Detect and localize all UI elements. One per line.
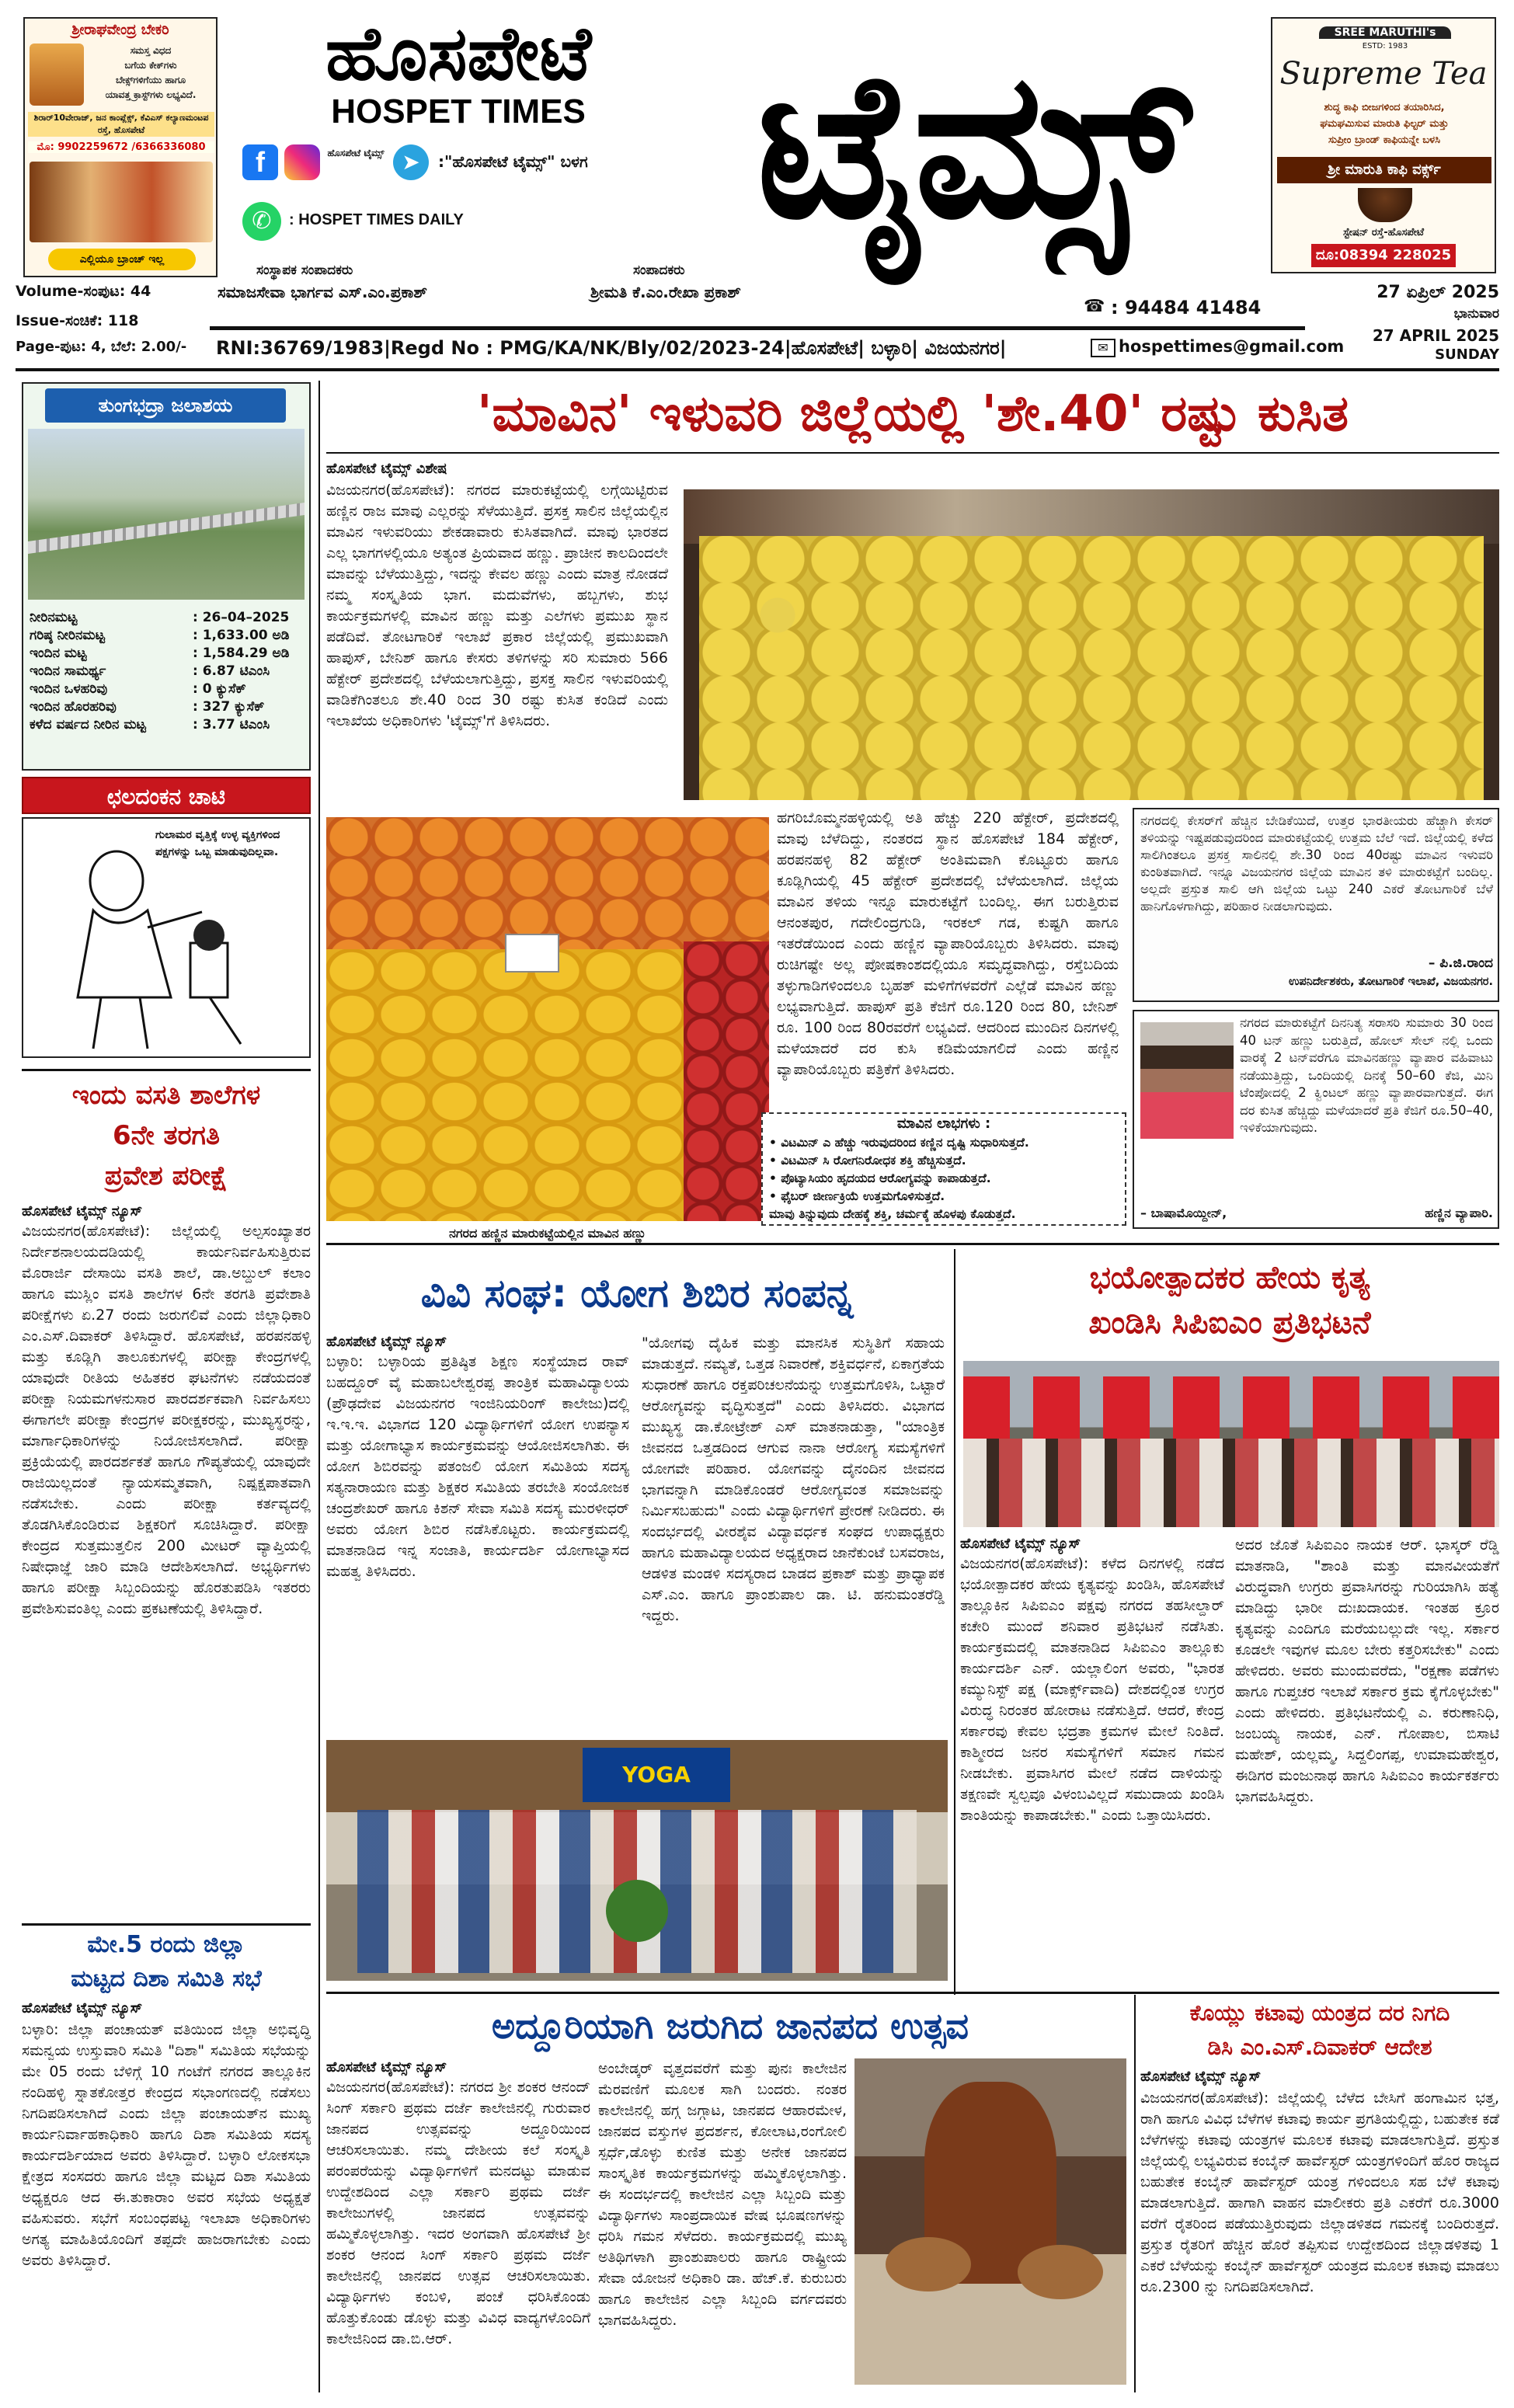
school-body: ವಿಜಯನಗರ(ಹೊಸಪೇಟೆ): ಜಿಲ್ಲೆಯಲ್ಲಿ ಅಲ್ಪಸಂಖ್ಯಾತರ ನಿರ್ದೇಶನಾಲಯದಡಿಯಲ್ಲಿ ಕಾರ್ಯನಿರ್ವಹಿಸುತ್ತಿರುವ ಮೊರಾರ್ಜಿ ದೇಸಾಯಿ ವಸತಿ ಶಾಲೆ, ಡಾ.ಅಬ್ದುಲ್ ಕಲಾಂ ಹಾಗೂ ಮುಸ್ಲಿಂ ವಸತಿ ಶಾಲೆಗಳ 6ನೇ ತರಗತಿ ಪ್ರವೇಶಾತಿ ಪರೀಕ್ಷೆಗಳು ಏ.27 ರಂದು ಜರುಗಲಿವೆ ಎಂದು ಜಿಲ್ಲಾಧಿಕಾರಿ ಎಂ.ಎಸ್.ದಿವಾಕರ್ ತಿಳಿಸಿದ್ದಾರೆ. ಹೊಸಪೇಟೆ, ಹರಪನಹಳ್ಳಿ ಮತ್ತು ಕೂಡ್ಲಿಗಿ ತಾಲೂಕುಗಳಲ್ಲಿ ಪರೀಕ್ಷಾ ಕೇಂದ್ರಗಳಲ್ಲಿ ಯಾವುದೇ ರೀತಿಯ ಅಹಿತಕರ ಘಟನೆಗಳು ನಡೆಯದಂತೆ ಪರೀಕ್ಷಾ ನಿಯಮಗಳನುಸಾರ ಪಾರದರ್ಶಕವಾಗಿ ನಿರ್ವಹಿಸಲು ಈಗಾಗಲೇ ಪರೀಕ್ಷಾ ಕೇಂದ್ರಗಳ ಪರೀಕ್ಷಕರನ್ನು, ಮುಖ್ಯಸ್ಥರನ್ನು, ಮಾರ್ಗಾಧಿಕಾರಿಗಳನ್ನು ನಿಯೋಜಿಸಲಾಗಿದೆ. ಪರೀಕ್ಷಾ ಪ್ರಕ್ರಿಯೆಯಲ್ಲಿ ಪಾರದರ್ಶಕತೆ ಹಾಗೂ ಗೌಪ್ಯತೆಯಲ್ಲಿ ಯಾವುದೇ ರಾಜಿಯಿಲ್ಲದಂತೆ ನ್ಯಾಯಸಮ್ಮತವಾಗಿ, ನಿಷ್ಪಕ್ಷಪಾತವಾಗಿ ನಡೆಸಬೇಕು. ಎಂದು ಪರೀಕ್ಷಾ ಕರ್ತವ್ಯದಲ್ಲಿ ತೊಡಗಿಸಿಕೊಂಡಿರುವ ಶಿಕ್ಷಕರಿಗೆ ಸೂಚಿಸಿದ್ದಾರೆ. ಪರೀಕ್ಷಾ ಕೇಂದ್ರದ ಸುತ್ತಮುತ್ತಲಿನ 200 ಮೀಟರ್ ವ್ಯಾಪ್ತಿಯಲ್ಲಿ ನಿಷೇಧಾಜ್ಞೆ ಜಾರಿ ಮಾಡಿ ಆದೇಶಿಸಲಾಗಿದೆ. ಅಭ್ಯರ್ಥಿಗಳು ಹಾಗೂ ಪರೀಕ್ಷಾ ಸಿಬ್ಬಂದಿಯನ್ನು ಹೊರತುಪಡಿಸಿ ಇತರರು ಪ್ರವೇಶಿಸುವಂತಿಲ್ಲ ಎಂದು ಪ್ರಕಟಣೆಯಲ್ಲಿ ತಿಳಿಸಿದ್ದಾರೆ. — [22, 1223, 311, 1617]
editor-label: ಸಂಪಾದಕರು — [633, 263, 685, 278]
yoga-headline: ವಿವಿ ಸಂಘ: ಯೋಗ ಶಿಬಿರ ಸಂಪನ್ನ — [420, 1271, 854, 1316]
social-icon-label: ಹೊಸಪೇಟೆ ಟೈಮ್ಸ್ — [327, 148, 385, 158]
yoga-byline: ಹೊಸಪೇಟೆ ಟೈಮ್ಸ್ ನ್ಯೂಸ್ — [326, 1334, 447, 1350]
ad-tea — [1271, 17, 1496, 273]
cpim-headline-line: ಖಂಡಿಸಿ ಸಿಪಿಐಎಂ ಪ್ರತಿಭಟನೆ — [1088, 1305, 1371, 1341]
mango-benefit-item: • ಫೈಬರ್ ಜೀರ್ಣಕ್ರಿಯೆ ಉತ್ತಮಗೊಳಿಸುತ್ತದೆ. — [769, 1189, 945, 1203]
cpim-byline: ಹೊಸಪೇಟೆ ಟೈಮ್ಸ್ ನ್ಯೂಸ್ — [960, 1536, 1081, 1552]
yoga-col1: ಬಳ್ಳಾರಿ: ಬಳ್ಳಾರಿಯ ಪ್ರತಿಷ್ಠಿತ ಶಿಕ್ಷಣ ಸಂಸ್ಥೆಯಾದ ರಾವ್ ಬಹದ್ದೂರ್ ವೈ ಮಹಾಬಲೇಶ್ವರಪ್ಪ ತಾಂತ್ರಿಕ ಮಹಾವಿದ್ಯಾಲಯ (ಪ್ರೌಢದೇವ ವಿಜಯನಗರ ಇಂಜಿನಿಯರಿಂಗ್ ಕಾಲೇಜು)ದಲ್ಲಿ ಇ.ಇ.ಇ. ವಿಭಾಗದ 120 ವಿದ್ಯಾರ್ಥಿಗಳಿಗೆ ಯೋಗ ಉಪನ್ಯಾಸ ಮತ್ತು ಯೋಗಾಭ್ಯಾಸ ಕಾರ್ಯಕ್ರಮವನ್ನು ಆಯೋಜಿಸಲಾಗಿತು. ಈ ಯೋಗ ಶಿಬಿರವನ್ನು ಪತಂಜಲಿ ಯೋಗ ಸಮಿತಿಯ ಸದಸ್ಯ ಸತ್ಯನಾರಾಯಣ ಮತ್ತು ಶಿಕ್ಷಕರ ಸಮಿತಿಯ ತರಬೇತಿ ಸಂಯೋಜಕ ಚಂದ್ರಶೇಖರ್ ಹಾಗೂ ಕಿಶನ್ ಸೇವಾ ಸಮಿತಿ ಸದಸ್ಯ ಮುರಳೀಧರ್ ಅವರು ಯೋಗ ಶಿಬಿರ ನಡೆಸಿಕೊಟ್ಟರು. ಕಾರ್ಯಕ್ರಮದಲ್ಲಿ ಮಾತನಾಡಿದ ಇನ್ನ ಸಂಜಾತಿ, ಕಾರ್ಯದರ್ಶಿ ಯೋಗಾಭ್ಯಾಸದ ಮಹತ್ವ ತಿಳಿಸಿದರು. — [326, 1353, 629, 1580]
founder-label: ಸಂಸ್ಥಾಪಕ ಸಂಪಾದಕರು — [256, 263, 353, 278]
mango-photo-caption: ನಗರದ ಹಣ್ಣಿನ ಮಾರುಕಟ್ಟೆಯಲ್ಲಿನ ಮಾವಿನ ಹಣ್ಣು — [448, 1226, 647, 1241]
mango-byline: ಹೊಸಪೇಟೆ ಟೈಮ್ಸ್ ವಿಶೇಷ — [326, 461, 447, 477]
mango-benefit-item: • ವಿಟಮಿನ್ ಸಿ ರೋಗನಿರೋಧಕ ಶಕ್ತಿ ಹೆಚ್ಚಿಸುತ್ತದೆ. — [769, 1154, 966, 1167]
school-headline — [22, 1075, 311, 1196]
mango-quote2-role: ಹಣ್ಣಿನ ವ್ಯಾಪಾರಿ. — [1425, 1206, 1493, 1220]
cpim-headline-line: ಭಯೋತ್ಪಾದಕರ ಹೇಯ ಕೃತ್ಯ — [1089, 1260, 1370, 1296]
disha-byline: ಹೊಸಪೇಟೆ ಟೈಮ್ಸ್ ನ್ಯೂಸ್ — [22, 2000, 143, 2017]
ad-bakery — [23, 17, 218, 277]
social-label: :"ಹೊಸಪೇಟೆ ಟೈಮ್ಸ್" ಬಳಗ — [438, 152, 588, 171]
cpim-col2: ಅದರ ಜೊತೆ ಸಿಪಿಐಎಂ ನಾಯಕ ಆರ್. ಭಾಸ್ಕರ್ ರೆಡ್ಡಿ ಮಾತನಾಡಿ, "ಶಾಂತಿ ಮತ್ತು ಮಾನವೀಯತೆಗೆ ವಿರುದ್ಧವಾಗಿ ಉಗ್ರರು ಪ್ರವಾಸಿಗರನ್ನು ಗುರಿಯಾಗಿಸಿ ಹತ್ಯೆ ಮಾಡಿದ್ದು ಭಾರೀ ದುಃಖದಾಯಕ. ಇಂತಹ ಕ್ರೂರ ಕೃತ್ಯವನ್ನು ಎಂದಿಗೂ ಮರೆಯಬಲ್ಲುದೇ ಇಲ್ಲ. ಸರ್ಕಾರ ಕೂಡಲೇ ಇವುಗಳ ಮೂಲ ಬೇರು ಕತ್ತರಿಸಬೇಕು" ಎಂದು ಹೇಳಿದರು. ಅವರು ಮುಂದುವರೆದು, "ರಕ್ಷಣಾ ಪಡೆಗಳು ಹಾಗೂ ಗುಪ್ತಚರ ಇಲಾಖೆ ಸರ್ಕಾರ ಕ್ರಮ ಕೈಗೊಳ್ಳಬೇಕು" ಎಂದು ಹೇಳಿದರು. ಪ್ರತಿಭಟನೆಯಲ್ಲಿ ಎ. ಕರುಣಾನಿಧಿ, ಜಂಬಯ್ಯ ನಾಯಕ, ಎನ್. ಗೋಪಾಲ, ಬಿಸಾಟಿ ಮಹೇಶ್, ಯಲ್ಲಮ್ಮ, ಸಿದ್ದಲಿಂಗಪ್ಪ, ಉಮಾಮಹೇಶ್ವರ, ಈಡಿಗರ ಮಂಜುನಾಥ ಹಾಗೂ ಸಿಪಿಐಎಂ ಕಾರ್ಯಕರ್ತರು ಭಾಗವಹಿಸಿದ್ದರು. — [1235, 1536, 1499, 1805]
disha-body: ಬಳ್ಳಾರಿ: ಜಿಲ್ಲಾ ಪಂಚಾಯತ್ ವತಿಯಿಂದ ಜಿಲ್ಲಾ ಅಭಿವೃದ್ಧಿ ಸಮನ್ವಯ ಉಸ್ತುವಾರಿ ಸಮಿತಿ "ದಿಶಾ" ಸಮಿತಿಯ ಸಭೆಯನ್ನು ಮೇ 05 ರಂದು ಬೆಳಿಗ್ಗೆ 10 ಗಂಟೆಗೆ ನಗರದ ತಾಲ್ಲೂಕಿನ ನಂದಿಹಳ್ಳಿ ಸ್ನಾತಕೋತ್ತರ ಕೇಂದ್ರದ ಸಭಾಂಗಣದಲ್ಲಿ ನಡೆಸಲು ನಿಗದಿಪಡಿಸಲಾಗಿದೆ ಎಂದು ಜಿಲ್ಲಾ ಪಂಚಾಯತ್‌ನ ಮುಖ್ಯ ಕಾರ್ಯನಿರ್ವಾಹಕಾಧಿಕಾರಿ ಹಾಗೂ ದಿಶಾ ಸಮಿತಿಯ ಸದಸ್ಯ ಕಾರ್ಯದರ್ಶಿಯಾದ ಅವರು ತಿಳಿಸಿದ್ದಾರೆ. ಬಳ್ಳಾರಿ ಲೋಕಸಭಾ ಕ್ಷೇತ್ರದ ಸಂಸದರು ಹಾಗೂ ಜಿಲ್ಲಾ ಮಟ್ಟದ ದಿಶಾ ಸಮಿತಿಯ ಅಧ್ಯಕ್ಷರೂ ಆದ ಈ.ತುಕಾರಾಂ ಅವರ ಸಭೆಯ ಅಧ್ಯಕ್ಷತೆ ವಹಿಸುವರು. ಸಭೆಗೆ ಸಂಬಂಧಪಟ್ಟ ಇಲಾಖಾ ಅಧಿಕಾರಿಗಳು ಅಗತ್ಯ ಮಾಹಿತಿಯೊಂದಿಗೆ ತಪ್ಪದೇ ಹಾಜರಾಗಬೇಕು ಎಂದು ಅವರು ತಿಳಿಸಿದ್ದಾರೆ. — [22, 2021, 311, 2269]
school-headline-line: 6ನೇ ತರಗತಿ — [113, 1120, 220, 1151]
harvester-headline — [1140, 1996, 1499, 2065]
editor-name: ಶ್ರೀಮತಿ ಕೆ.ಎಂ.ರೇಖಾ ಪ್ರಕಾಶ್ — [590, 283, 741, 301]
ad-bakery-line: ಬಗೆಯ ಕೇಕ್‌ಗಳು — [124, 60, 177, 71]
mango-quote1-box — [1133, 808, 1499, 1002]
mango-benefit-item: • ವಿಟಮಿನ್ ಎ ಹೆಚ್ಚು ಇರುವುದರಿಂದ ಕಣ್ಣಿನ ದೃಷ್ಟಿ ಸುಧಾರಿಸುತ್ತದೆ. — [769, 1136, 1029, 1150]
mango-headline: 'ಮಾವಿನ' ಇಳುವರಿ ಜಿಲ್ಲೆಯಲ್ಲಿ 'ಶೇ.40' ರಷ್ಟು ಕುಸಿತ — [476, 385, 1349, 443]
ad-tea-cup-image — [1358, 188, 1412, 222]
ad-bakery-cakes-image — [30, 162, 213, 242]
cpim-photo — [963, 1361, 1499, 1527]
ad-tea-phone: ದೂ:08394 228025 — [1311, 244, 1456, 267]
ad-bakery-image — [30, 43, 84, 106]
dam-row: ಇಂದಿನ ಸಾಮರ್ಥ್ಯ : 6.87 ಟಿಎಂಸಿ — [30, 663, 270, 679]
instagram-icon[interactable] — [284, 144, 320, 180]
ad-tea-line: ಸುಪ್ರೀಂ ಬ್ರಾಂಡ್ ಕಾಫಿಯನ್ನೇ ಬಳಸಿ — [1328, 134, 1441, 146]
mango-quote2-by: – ಬಾಷಾಮೊಯ್ದೀನ್, — [1140, 1206, 1227, 1220]
mango-quote1-role: ಉಪನಿರ್ದೇಶಕರು, ತೋಟಗಾರಿಕೆ ಇಲಾಖೆ, ವಿಜಯನಗರ. — [1288, 976, 1493, 988]
dam-row: ಕಳೆದ ವರ್ಷದ ನೀರಿನ ಮಟ್ಟ : 3.77 ಟಿಎಂಸಿ — [30, 717, 270, 732]
school-byline: ಹೊಸಪೇಟೆ ಟೈಮ್ಸ್ ನ್ಯೂಸ್ — [22, 1203, 143, 1220]
registration-line: RNI:36769/1983|Regd No : PMG/KA/NK/Bly/02/2023-24|ಹೊಸಪೇಟೆ| ಬಳ್ಳಾರಿ| ವಿಜಯನಗರ| — [216, 337, 1007, 359]
ad-bakery-line: ಯಾವತ್ತ ಕ್ರಾಸ್ಟ್‌ಗಳು ಲಭ್ಯವಿದೆ. — [105, 89, 197, 100]
title-kannada-big: ಟೈಮ್ಸ್ — [756, 29, 1186, 263]
school-headline-line: ಇಂದು ವಸತಿ ಶಾಲೆಗಳ — [71, 1080, 261, 1111]
mango-quote1-by: – ಪಿ.ಜಿ.ರಾಂದ — [1428, 955, 1493, 971]
telegram-icon[interactable]: ➤ — [393, 144, 429, 180]
mango-photo-top — [684, 489, 1499, 800]
school-headline-line: ಪ್ರವೇಶ ಪರೀಕ್ಷೆ — [104, 1161, 228, 1192]
ad-tea-shop: ಶ್ರೀ ಮಾರುತಿ ಕಾಫಿ ವರ್ಕ್ಸ್ — [1277, 157, 1491, 183]
phone-icon: ☎ — [1084, 297, 1105, 316]
ad-bakery-branch: ಎಲ್ಲಿಯೂ ಬ್ರಾಂಚ್ ಇಲ್ಲ — [48, 249, 196, 270]
harvester-headline-line: ಡಿಸಿ ಎಂ.ಎಸ್.ದಿವಾಕರ್ ಆದೇಶ — [1207, 2034, 1432, 2060]
date-kannada: 27 ಏಪ್ರಿಲ್ 2025 — [1377, 283, 1499, 302]
mango-benefits-title: ಮಾವಿನ ಲಾಭಗಳು : — [896, 1115, 991, 1132]
phone-number: : 94484 41484 — [1111, 297, 1262, 318]
mango-quote1: ನಗರದಲ್ಲಿ ಕೇಸರ್‌ಗೆ ಹೆಚ್ಚಿನ ಬೇಡಿಕೆಯಿದೆ, ಉತ್ತರ ಭಾರತೀಯರು ಹೆಚ್ಚಾಗಿ ಕೇಸರ್ ತಳಿಯನ್ನು ಇಷ್ಟಪಡುವುದರಿಂದ ಮಾರುಕಟ್ಟೆಯಲ್ಲಿ ಉತ್ತಮ ಬೆಲೆ ಇದೆ. ಜಿಲ್ಲೆಯಲ್ಲಿ ಕಳೆದ ಸಾಲಿಗಿಂತಲೂ ಪ್ರಸಕ್ತ ಸಾಲಿನಲ್ಲಿ ಶೇ.30 ರಿಂದ 40ರಷ್ಟು ಮಾವಿನ ಇಳುವರಿ ಕುಂಠಿತವಾಗಿದೆ. ಇನ್ನೂ ವಿಜಯನಗರ ಜಿಲ್ಲೆಯ ಮಾವಿನ ತಳಿ ಮಾರುಕಟ್ಟೆಗೆ ಬಂದಿಲ್ಲ. ಅಲ್ಲದೇ ಪ್ರಸ್ತುತ ಸಾಲಿ ಆಗಿ ಜಿಲ್ಲೆಯ ಒಟ್ಟು 240 ಎಕರೆ ತೋಟಗಾರಿಕೆ ಬೆಳೆ ಹಾನಿಗೊಳಗಾಗಿದ್ದು, ಪರಿಹಾರ ನೀಡಲಾಗುವುದು. — [1140, 813, 1493, 913]
dam-row: ಇಂದಿನ ಹೊರಹರಿವು : 327 ಕ್ಯುಸೆಕ್ — [30, 699, 265, 715]
whatsapp-label: : HOSPET TIMES DAILY — [289, 211, 464, 228]
folk-headline: ಅದ್ದೂರಿಯಾಗಿ ಜರುಗಿದ ಜಾನಪದ ಉತ್ಸವ — [491, 2005, 969, 2047]
cartoon-drawing — [23, 819, 309, 1056]
vendor-photo — [1140, 1022, 1234, 1139]
disha-headline-line: ಮಟ್ಟದ ದಿಶಾ ಸಮಿತಿ ಸಭೆ — [71, 1965, 262, 1992]
email-address[interactable]: hospettimes@gmail.com — [1119, 337, 1345, 356]
volume: Volume-ಸಂಪುಟ: 44 — [16, 283, 151, 300]
facebook-icon[interactable]: f — [242, 144, 278, 180]
ad-tea-brand-top: SREE MARUTHI's — [1319, 26, 1451, 39]
date-english: 27 APRIL 2025 — [1372, 326, 1499, 345]
dam-table — [30, 609, 306, 734]
issue: Issue-ಸಂಚಿಕೆ: 118 — [16, 312, 139, 329]
ad-bakery-phone: ಮೊ: 9902259672 /6366336080 — [28, 141, 214, 153]
ad-bakery-title: ಶ್ರೀರಾಘವೇಂದ್ರ ಬೇಕರಿ — [71, 22, 169, 38]
folk-col2: ಅಂಬೇಡ್ಕರ್ ವೃತ್ತದವರೆಗೆ ಮತ್ತು ಪುನಃ ಕಾಲೇಜಿನ ಮೆರವಣಿಗೆ ಮೂಲಕ ಸಾಗಿ ಬಂದರು. ನಂತರ ಕಾಲೇಜಿನಲ್ಲಿ ಹಗ್ಗ ಜಗ್ಗಾಟ, ಜಾನಪದ ಆಹಾರಮೇಳ, ಜಾನಪದ ವಸ್ತುಗಳ ಪ್ರದರ್ಶನ, ಕೋಲಾಟ,ರಂಗೋಲಿ ಸ್ಪರ್ಧೆ,ಡೊಳ್ಳು ಕುಣಿತ ಮತ್ತು ಅನೇಕ ಜಾನಪದ ಸಾಂಸ್ಕೃತಿಕ ಕಾರ್ಯಕ್ರಮಗಳನ್ನು ಹಮ್ಮಿಕೊಳ್ಳಲಾಗಿತ್ತು. ಈ ಸಂದರ್ಭದಲ್ಲಿ ಕಾಲೇಜಿನ ಎಲ್ಲಾ ಸಿಬ್ಬಂದಿ ಮತ್ತು ವಿದ್ಯಾರ್ಥಿಗಳು ಸಾಂಪ್ರದಾಯಿಕ ವೇಷ ಭೂಷಣಗಳನ್ನು ಧರಿಸಿ ಗಮನ ಸೆಳೆದರು. ಕಾರ್ಯಕ್ರಮದಲ್ಲಿ ಮುಖ್ಯ ಅತಿಥಿಗಳಾಗಿ ಪ್ರಾಂಶುಪಾಲರು ಹಾಗೂ ರಾಷ್ಟ್ರೀಯ ಸೇವಾ ಯೋಜನೆ ಅಧಿಕಾರಿ ಡಾ. ಹೆಚ್.ಕೆ. ಕುರುಬರು ಹಾಗೂ ಕಾಲೇಜಿನ ಎಲ್ಲಾ ಸಿಬ್ಬಂದಿ ವರ್ಗದವರು ಭಾಗವಹಿಸಿದ್ದರು. — [598, 2060, 847, 2329]
disha-headline — [22, 1928, 311, 1996]
harvester-byline: ಹೊಸಪೇಟೆ ಟೈಮ್ಸ್ ನ್ಯೂಸ್ — [1140, 2069, 1262, 2085]
ad-bakery-line: ಬೇಕ್ಸ್‌ಗಳಿಗೆ‌ಯು ಹಾಗೂ — [115, 75, 186, 85]
title-english: HOSPET TIMES — [331, 92, 586, 130]
folk-col1: ವಿಜಯನಗರ(ಹೊಸಪೇಟೆ): ನಗರದ ಶ್ರೀ ಶಂಕರ ಆನಂದ್ ಸಿಂಗ್ ಸರ್ಕಾರಿ ಪ್ರಥಮ ದರ್ಜೆ ಕಾಲೇಜಿನಲ್ಲಿ ಗುರುವಾರ ಜಾನಪದ ಉತ್ಸವವನ್ನು ಅದ್ದೂರಿಯಿಂದ ಆಚರಿಸಲಾಯಿತು. ನಮ್ಮ ದೇಶೀಯ ಕಲೆ ಸಂಸ್ಕೃತಿ ಪರಂಪರೆಯನ್ನು ವಿದ್ಯಾರ್ಥಿಗಳಿಗೆ ಮನದಟ್ಟು ಮಾಡುವ ಉದ್ದೇಶದಿಂದ ಎಲ್ಲಾ ಸರ್ಕಾರಿ ಪ್ರಥಮ ದರ್ಜೆ ಕಾಲೇಜುಗಳಲ್ಲಿ ಜಾನಪದ ಉತ್ಸವವನ್ನು ಹಮ್ಮಿಕೊಳ್ಳಲಾಗಿತ್ತು. ಇದರ ಅಂಗವಾಗಿ ಹೊಸಪೇಟೆ ಶ್ರೀ ಶಂಕರ ಆನಂದ ಸಿಂಗ್ ಸರ್ಕಾರಿ ಪ್ರಥಮ ದರ್ಜೆ ಕಾಲೇಜಿನಲ್ಲಿ ಜಾನಪದ ಉತ್ಸವ ಆಚರಿಸಲಾಯಿತು. ವಿದ್ಯಾರ್ಥಿಗಳು ಕಂಬಳಿ, ಪಂಚೆ ಧರಿಸಿಕೊಂಡು ಹೊತ್ತುಕೊಂಡು ಡೊಳ್ಳು ಮತ್ತು ವಿವಿಧ ವಾದ್ಯಗಳೊಂದಿಗೆ ಕಾಲೇಜಿನಿಂದ ಡಾ.ಬಿ.ಆರ್. — [326, 2079, 590, 2347]
ad-tea-brand: Supreme Tea — [1279, 56, 1488, 92]
dam-row: ಇಂದಿನ ಮಟ್ಟ : 1,584.29 ಅಡಿ — [30, 645, 290, 661]
yoga-banner: YOGA — [583, 1748, 730, 1802]
email-icon[interactable]: ✉ — [1091, 339, 1115, 357]
folk-byline: ಹೊಸಪೇಟೆ ಟೈಮ್ಸ್ ನ್ಯೂಸ್ — [326, 2059, 447, 2076]
ad-tea-address: ಸ್ಟೇಷನ್ ರಸ್ತೆ-ಹೊಸಪೇಟೆ — [1342, 227, 1425, 238]
mango-col1: ವಿಜಯನಗರ(ಹೊಸಪೇಟೆ): ನಗರದ ಮಾರುಕಟ್ಟೆಯಲ್ಲಿ ಲಗ್ಗೆಯಿಟ್ಟಿರುವ ಹಣ್ಣಿನ ರಾಜ ಮಾವು ಎಲ್ಲರನ್ನು ಸೆಳೆಯುತ್ತಿದೆ. ಪ್ರಸಕ್ತ ಸಾಲಿನ ಜಿಲ್ಲೆಯಲ್ಲಿನ ಮಾವಿನ ಇಳುವರಿಯು ಶೇಕಡಾವಾರು ಕುಸಿತವಾಗಿದೆ. ಮಾವು ಭಾರತದ ಎಲ್ಲ ಭಾಗಗಳಲ್ಲಿಯೂ ಅತ್ಯಂತ ಪ್ರಿಯವಾದ ಹಣ್ಣು. ಪ್ರಾಚೀನ ಕಾಲದಿಂದಲೇ ಮಾವನ್ನು ಬೆಳೆಯುತ್ತಿದ್ದು, ಇದನ್ನು ಕೇವಲ ಹಣ್ಣು ಎಂದು ಮಾತ್ರ ನೋಡದೆ ನಮ್ಮ ಸಂಸ್ಕೃತಿಯ ಭಾಗ. ಮದುವೆಗಳು, ಹಬ್ಬಗಳು, ಶುಭ ಕಾರ್ಯಕ್ರಮಗಳಲ್ಲಿ ಮಾವಿನ ಹಣ್ಣು ಮತ್ತು ಎಲೆಗಳು ಪ್ರಮುಖ ಸ್ಥಾನ ಪಡೆದಿವೆ. ತೋಟಗಾರಿಕೆ ಇಲಾಖೆ ಪ್ರಕಾರ ಜಿಲ್ಲೆಯಲ್ಲಿ ಪ್ರಮುಖವಾಗಿ ಹಾಪುಸ್, ಬೇನಿಶ್ ಹಾಗೂ ಕೇಸರು ತಳಿಗಳನ್ನು ಸರಿ ಸುಮಾರು 566 ಹೆಕ್ಟೇರ್ ಪ್ರದೇಶದಲ್ಲಿ ಬೆಳೆಯಲಾಗುತ್ತಿದ್ದು, ಪ್ರಸಕ್ತ ಸಾಲಿನ ಇಳುವರಿಯಲ್ಲಿ ವಾಡಿಕೆಗಿಂತಲೂ ಶೇ.40 ರಿಂದ 30 ರಷ್ಟು ಕುಸಿತ ಕಂಡಿದೆ ಎಂದು ಇಲಾಖೆಯ ಅಧಿಕಾರಿಗಳು 'ಟೈಮ್ಸ್'ಗೆ ತಿಳಿಸಿದರು. — [326, 482, 668, 729]
mango-benefit-item: ಮಾವು ತಿನ್ನುವುದು ದೇಹಕ್ಕೆ ಶಕ್ತಿ, ಚರ್ಮಕ್ಕೆ ಹೊಳಪು ಕೊಡುತ್ತದೆ. — [769, 1207, 1016, 1221]
dam-title: ತುಂಗಭದ್ರಾ ಜಲಾಶಯ — [45, 388, 286, 423]
disha-headline-line: ಮೇ.5 ರಂದು ಜಿಲ್ಲಾ — [87, 1931, 245, 1958]
cartoon-title: ಛಲದಂಕನ ಚಾಟಿ — [22, 777, 311, 814]
ad-bakery-address: ಶಿರಾರ್10ವೇರಾಜ್, ಜನ ಕಾಂಪ್ಲೆಕ್ಸ್, ಕೆವಿಎಸ್ ಕಲ್ಯಾಣಮಂಟಪ ರಸ್ತೆ, ಹೊಸಪೇಟೆ — [28, 112, 214, 137]
ad-tea-estd: ESTD: 1983 — [1362, 42, 1408, 50]
harvester-headline-line: ಕೊಯ್ಲು ಕಟಾವು ಯಂತ್ರದ ದರ ನಿಗದಿ — [1189, 2000, 1450, 2026]
cpim-headline — [960, 1255, 1499, 1345]
dam-box — [22, 382, 311, 771]
masthead — [0, 0, 1514, 326]
day-kannada: ಭಾನುವಾರ — [1453, 306, 1499, 322]
whatsapp-icon[interactable]: ✆ — [242, 202, 281, 241]
dam-row: ಇಂದಿನ ಒಳಹರಿವು : 0 ಕ್ಯುಸೆಕ್ — [30, 681, 246, 697]
pages: Page-ಪುಟ: 4, ಬೆಲೆ: 2.00/- — [16, 339, 187, 355]
ad-bakery-line: ಸಮಸ್ತ ವಿಧದ — [130, 45, 172, 56]
cpim-col1: ವಿಜಯನಗರ(ಹೊಸಪೇಟೆ): ಕಳೆದ ದಿನಗಳಲ್ಲಿ ನಡೆದ ಭಯೋತ್ಪಾದಕರ ಹೇಯ ಕೃತ್ಯವನ್ನು ಖಂಡಿಸಿ, ಹೊಸಪೇಟೆ ತಾಲ್ಲೂಕಿನ ಸಿಪಿಐಎಂ ಪಕ್ಷವು ನಗರದ ತಹಸೀಲ್ದಾರ್ ಕಚೇರಿ ಮುಂದೆ ಶನಿವಾರ ಪ್ರತಿಭಟನೆ ನಡೆಸಿತು. ಕಾರ್ಯಕ್ರಮದಲ್ಲಿ ಮಾತನಾಡಿದ ಸಿಪಿಐಎಂ ತಾಲ್ಲೂಕು ಕಾರ್ಯದರ್ಶಿ ಎನ್. ಯಲ್ಲಾಲಿಂಗ ಅವರು, "ಭಾರತ ಕಮ್ಯುನಿಸ್ಟ್ ಪಕ್ಷ (ಮಾರ್ಕ್ಸ್‌ವಾದಿ) ದೇಶದಲ್ಲಿಂತ ಉಗ್ರರ ವಿರುದ್ಧ ನಿರಂತರ ಹೋರಾಟ ನಡೆಸುತ್ತಿದೆ. ಆದರೆ, ಕೇಂದ್ರ ಸರ್ಕಾರವು ಕೇವಲ ಭದ್ರತಾ ಕ್ರಮಗಳ ಮೇಲೆ ನಿಂತಿದೆ. ಕಾಶ್ಮೀರದ ಜನರ ಸಮಸ್ಯೆಗಳಿಗೆ ಸಮಾನ ಗಮನ ನೀಡಬೇಕು. ಪ್ರವಾಸಿಗರ ಮೇಲೆ ನಡೆದ ದಾಳಿಯನ್ನು ತಕ್ಷಣವೇ ಸ್ವಲ್ಪವೂ ವಿಳಂಬವಿಲ್ಲದೆ ಸಮುದಾಯ ಖಂಡಿಸಿ ಶಾಂತಿಯನ್ನು ಕಾಪಾಡಬೇಕು." ಎಂದು ಒತ್ತಾಯಿಸಿದರು. — [960, 1555, 1224, 1824]
mango-benefits-box — [761, 1112, 1126, 1226]
dam-row: ಗರಿಷ್ಠ ನೀರಿನಮಟ್ಟ : 1,633.00 ಅಡಿ — [30, 628, 290, 643]
cartoon-box — [22, 817, 311, 1058]
mango-benefit-item: • ಪೊಟ್ಯಾಸಿಯಂ ಹೃದಯದ ಆರೋಗ್ಯವನ್ನು ಕಾಪಾಡುತ್ತದೆ. — [769, 1171, 991, 1185]
mango-quote2-box — [1133, 1010, 1499, 1229]
mango-col2: ಹಗರಿಬೊಮ್ಮನಹಳ್ಳಿಯಲ್ಲಿ ಅತಿ ಹೆಚ್ಚು 220 ಹೆಕ್ಟೇರ್, ಪ್ರದೇಶದಲ್ಲಿ ಮಾವು ಬೆಳೆದಿದ್ದು, ನಂತರದ ಸ್ಥಾನ ಹೊಸಪೇಟೆ 184 ಹೆಕ್ಟೇರ್, ಹರಪನಹಳ್ಳಿ 82 ಹೆಕ್ಟೇರ್ ಅಂತಿಮವಾಗಿ ಕೊಟ್ಟೂರು ಹಾಗೂ ಕೂಡ್ಲಿಗಿಯಲ್ಲಿ 45 ಹೆಕ್ಟೇರ್ ಪ್ರದೇಶದಲ್ಲಿ ಬೆಳೆಯಲಾಗಿದೆ. ಜಿಲ್ಲೆಯ ಮಾವಿನ ತಳಿಯ ಇನ್ನೂ ಮಾರುಕಟ್ಟೆಗೆ ಬಂದಿಲ್ಲ. ಈಗ ಬರುತ್ತಿರುವ ಆನಂತಪುರ, ಗದೇಲಿಂದ್ರಗುಡಿ, ಇರಕಲ್ ಗಡ, ಕುಷ್ಟಗಿ ಹಾಗೂ ಇತರೆಡೆಯಿಂದ ಎಂದು ಹಣ್ಣಿನ ವ್ಯಾಪಾರಿಯೊಬ್ಬರು ತಿಳಿಸಿದರು. ಮಾವು ರುಚಿಗಷ್ಟೇ ಅಲ್ಲ ಪೋಷಕಾಂಶದಲ್ಲಿಯೂ ಸಮೃದ್ಧವಾಗಿದ್ದು, ರಸ್ತೆಬದಿಯ ತಳ್ಳುಗಾಡಿಗಳಿಂದಲೂ ಬೃಹತ್ ಮಳಿಗೆಗಳವರೆಗೆ ಎಲ್ಲೆಡೆ ಮಾವಿನ ಹಣ್ಣು ಲಭ್ಯವಾಗುತ್ತಿದೆ. ಹಾಪುಸ್ ಪ್ರತಿ ಕೆಜಿಗೆ ರೂ.120 ರಿಂದ 80, ಬೇನಿಶ್ ರೂ. 100 ರಿಂದ 80ರವರೆಗೆ ಲಭ್ಯವಿದೆ. ಆದರಿಂದ ಮುಂದಿನ ದಿನಗಳಲ್ಲಿ ಮಳೆಯಾದರೆ ದರ ಕುಸಿ ಕಡಿಮೆಯಾಗಲಿದೆ ಎಂದು ಹಣ್ಣಿನ ವ್ಯಾಪಾರಿಯೊಬ್ಬರು ಪತ್ರಿಕೆಗೆ ತಿಳಿಸಿದರು. — [777, 809, 1119, 1078]
dam-photo — [28, 429, 305, 600]
cartoon-caption: ಗುಲಾಮರ ವೃತ್ತಿಕ್ಕೆ ಉಳ್ಳ ವ್ಯಕ್ತಿಗಳಿಂದ ಪಕ್ಷಗಳನ್ನು ಒಬ್ಬ ಮಾಡುವುದಿಲ್ಲವಾ. — [155, 829, 280, 858]
yoga-photo — [326, 1740, 948, 1981]
founder-name: ಸಮಾಜಸೇವಾ ಭಾರ್ಗವ ಎಸ್.ಎಂ.ಪ್ರಕಾಶ್ — [218, 283, 427, 301]
mango-quote2: ನಗರದ ಮಾರುಕಟ್ಟೆಗೆ ದಿನನಿತ್ಯ ಸರಾಸರಿ ಸುಮಾರು 30 ರಿಂದ 40 ಟನ್ ಹಣ್ಣು ಬರುತ್ತಿದೆ, ಹೋಲ್ ಸೇಲ್ ನಲ್ಲಿ ಒಂದು ವಾರಕ್ಕೆ 2 ಟನ್‌ವರೆಗೂ ಮಾವಿನಹಣ್ಣು ವ್ಯಾಪಾರ ವಹಿವಾಟು ನಡೆಯುತ್ತಿದ್ದು, ಒಂದಿಯಲ್ಲಿ ದಿನಕ್ಕೆ 50–60 ಕೆಜಿ, ಮಿನಿ ಟೆಂಪೋದಲ್ಲಿ 2 ಕ್ವಿಂಟಲ್ ಹಣ್ಣು ವ್ಯಾಪಾರವಾಗುತ್ತದೆ. ಈಗ ದರ ಕುಸಿತ ಹೆಚ್ಚಿದ್ದು ಮಳೆಯಾದರೆ ಪ್ರತಿ ಕೆಜಿಗೆ ರೂ.50–40, ಇಳಿಕೆಯಾಗುವುದು. — [1240, 1015, 1493, 1135]
day-english: SUNDAY — [1435, 346, 1499, 363]
folk-photo — [854, 2058, 1126, 2385]
dam-row: ನೀರಿನಮಟ್ಟ : 26–04–2025 — [30, 610, 290, 625]
ad-tea-line: ಶುದ್ಧ ಕಾಫಿ ಬೀಜಗಳಿಂದ ತಯಾರಿಸಿದ, — [1324, 102, 1445, 113]
yoga-col2: "ಯೋಗವು ದೈಹಿಕ ಮತ್ತು ಮಾನಸಿಕ ಸುಸ್ಥಿತಿಗೆ ಸಹಾಯ ಮಾಡುತ್ತದೆ. ನಮ್ಯತೆ, ಒತ್ತಡ ನಿವಾರಣೆ, ಶಕ್ತಿವರ್ಧನೆ, ಏಕಾಗ್ರತೆಯ ಸುಧಾರಣೆ ಹಾಗೂ ರಕ್ತಪರಿಚಲನೆಯನ್ನು ಉತ್ತಮಗೊಳಿಸಿ, ಒಟ್ಟಾರೆ ಆರೋಗ್ಯವನ್ನು ವೃದ್ಧಿಸುತ್ತದೆ" ಎಂದು ತಿಳಿಸಿದರು. ವಿಭಾಗದ ಮುಖ್ಯಸ್ಥ ಡಾ.ಕೋಟ್ರೇಶ್ ಎಸ್ ಮಾತನಾಡುತ್ತಾ, "ಯಾಂತ್ರಿಕ ಜೀವನದ ಒತ್ತಡದಿಂದ ಆಗುವ ನಾನಾ ಆರೋಗ್ಯ ಸಮಸ್ಯೆಗಳಿಗೆ ಯೋಗವೇ ಪರಿಹಾರ. ಯೋಗವನ್ನು ದೈನಂದಿನ ಜೀವನದ ಭಾಗವನ್ನಾಗಿ ಮಾಡಿಕೊಂಡರೆ ಆರೋಗ್ಯವಂತ ಸಮಾಜವನ್ನು ನಿರ್ಮಿಸಬಹುದು" ಎಂದು ವಿದ್ಯಾರ್ಥಿಗಳಿಗೆ ಪ್ರೇರಣೆ ನೀಡಿದರು. ಈ ಸಂದರ್ಭದಲ್ಲಿ ವೀರಶೈವ ವಿದ್ಯಾವರ್ಧಕ ಸಂಘದ ಉಪಾಧ್ಯಕ್ಷರು ಹಾಗೂ ಮಹಾವಿದ್ಯಾಲಯದ ಅಧ್ಯಕ್ಷರಾದ ಜಾನೆಕುಂಟೆ ಬಸವರಾಜ, ಆಡಳಿತ ಮಂಡಳಿ ಸದಸ್ಯರಾದ ಬಾಡದ ಪ್ರಕಾಶ್ ಮತ್ತು ಪ್ರಾಧ್ಯಾಪಕ ಎಸ್.ಎಂ. ಹಾಗೂ ಪ್ರಾಂಶುಪಾಲ ಡಾ. ಟಿ. ಹನುಮಂತರೆಡ್ಡಿ ಇದ್ದರು. — [642, 1334, 945, 1624]
harvester-body: ವಿಜಯನಗರ(ಹೊಸಪೇಟೆ): ಜಿಲ್ಲೆಯಲ್ಲಿ ಬೆಳೆದ ಬೇಸಿಗೆ ಹಂಗಾಮಿನ ಭತ್ತ, ರಾಗಿ ಹಾಗೂ ವಿವಿಧ ಬೆಳೆಗಳ ಕಟಾವು ಕಾರ್ಯ ಪ್ರಗತಿಯಲ್ಲಿದ್ದು, ಬಹುತೇಕ ಕಡೆ ಬೆಳೆಗಳನ್ನು ಕಟಾವು ಯಂತ್ರಗಳ ಮೂಲಕ ಕಟಾವು ಮಾಡಲಾಗುತ್ತಿದೆ. ಪ್ರಸ್ತುತ ಜಿಲ್ಲೆಯಲ್ಲಿ ಲಭ್ಯವಿರುವ ಕಂಬೈನ್ ಹಾರ್ವೆಸ್ಟರ್ ಯಂತ್ರಗಳಿಂದಿಗೆ ಹೊರ ರಾಜ್ಯದ ಬಹುತೇಕ ಕಂಬೈನ್ ಹಾರ್ವೆಸ್ಟರ್ ಯಂತ್ರ ಗಳಿಂದಲೂ ಸಹ ಬೆಳೆ ಕಟಾವು ಮಾಡಲಾಗುತ್ತಿದೆ. ಹಾಗಾಗಿ ವಾಹನ ಮಾಲೀಕರು ಪ್ರತಿ ಎಕರೆಗೆ ರೂ.3000 ವರೆಗೆ ರೈತರಿಂದ ಪಡೆಯುತ್ತಿರುವುದು ಜಿಲ್ಲಾಡಳಿತದ ಗಮನಕ್ಕೆ ಬಂದಿರುತ್ತದೆ. ಪ್ರಸ್ತುತ ರೈತರಿಗೆ ಹೆಚ್ಚಿನ ಹೊರೆ ತಪ್ಪಿಸುವ ಉದ್ದೇಶದಿಂದ ಜಿಲ್ಲಾಡಳಿತವು 1 ಎಕರೆ ಬೆಳೆಯನ್ನು ಕಂಬೈನ್ ಹಾರ್ವೆಸ್ಟರ್ ಯಂತ್ರದ ಮೂಲಕ ಕಟಾವು ಮಾಡಲು ರೂ.2300 ನ್ನು ನಿಗದಿಪಡಿಸಲಾಗಿದೆ. — [1140, 2090, 1499, 2295]
ad-tea-line: ಘಮಘಮಿಸುವ ಮಾರುತಿ ಫಿಲ್ಟರ್ ಮತ್ತು — [1320, 118, 1449, 130]
mango-photo-left — [326, 817, 769, 1221]
title-kannada-small: ಹೊಸಪೇಟೆ — [325, 10, 592, 97]
